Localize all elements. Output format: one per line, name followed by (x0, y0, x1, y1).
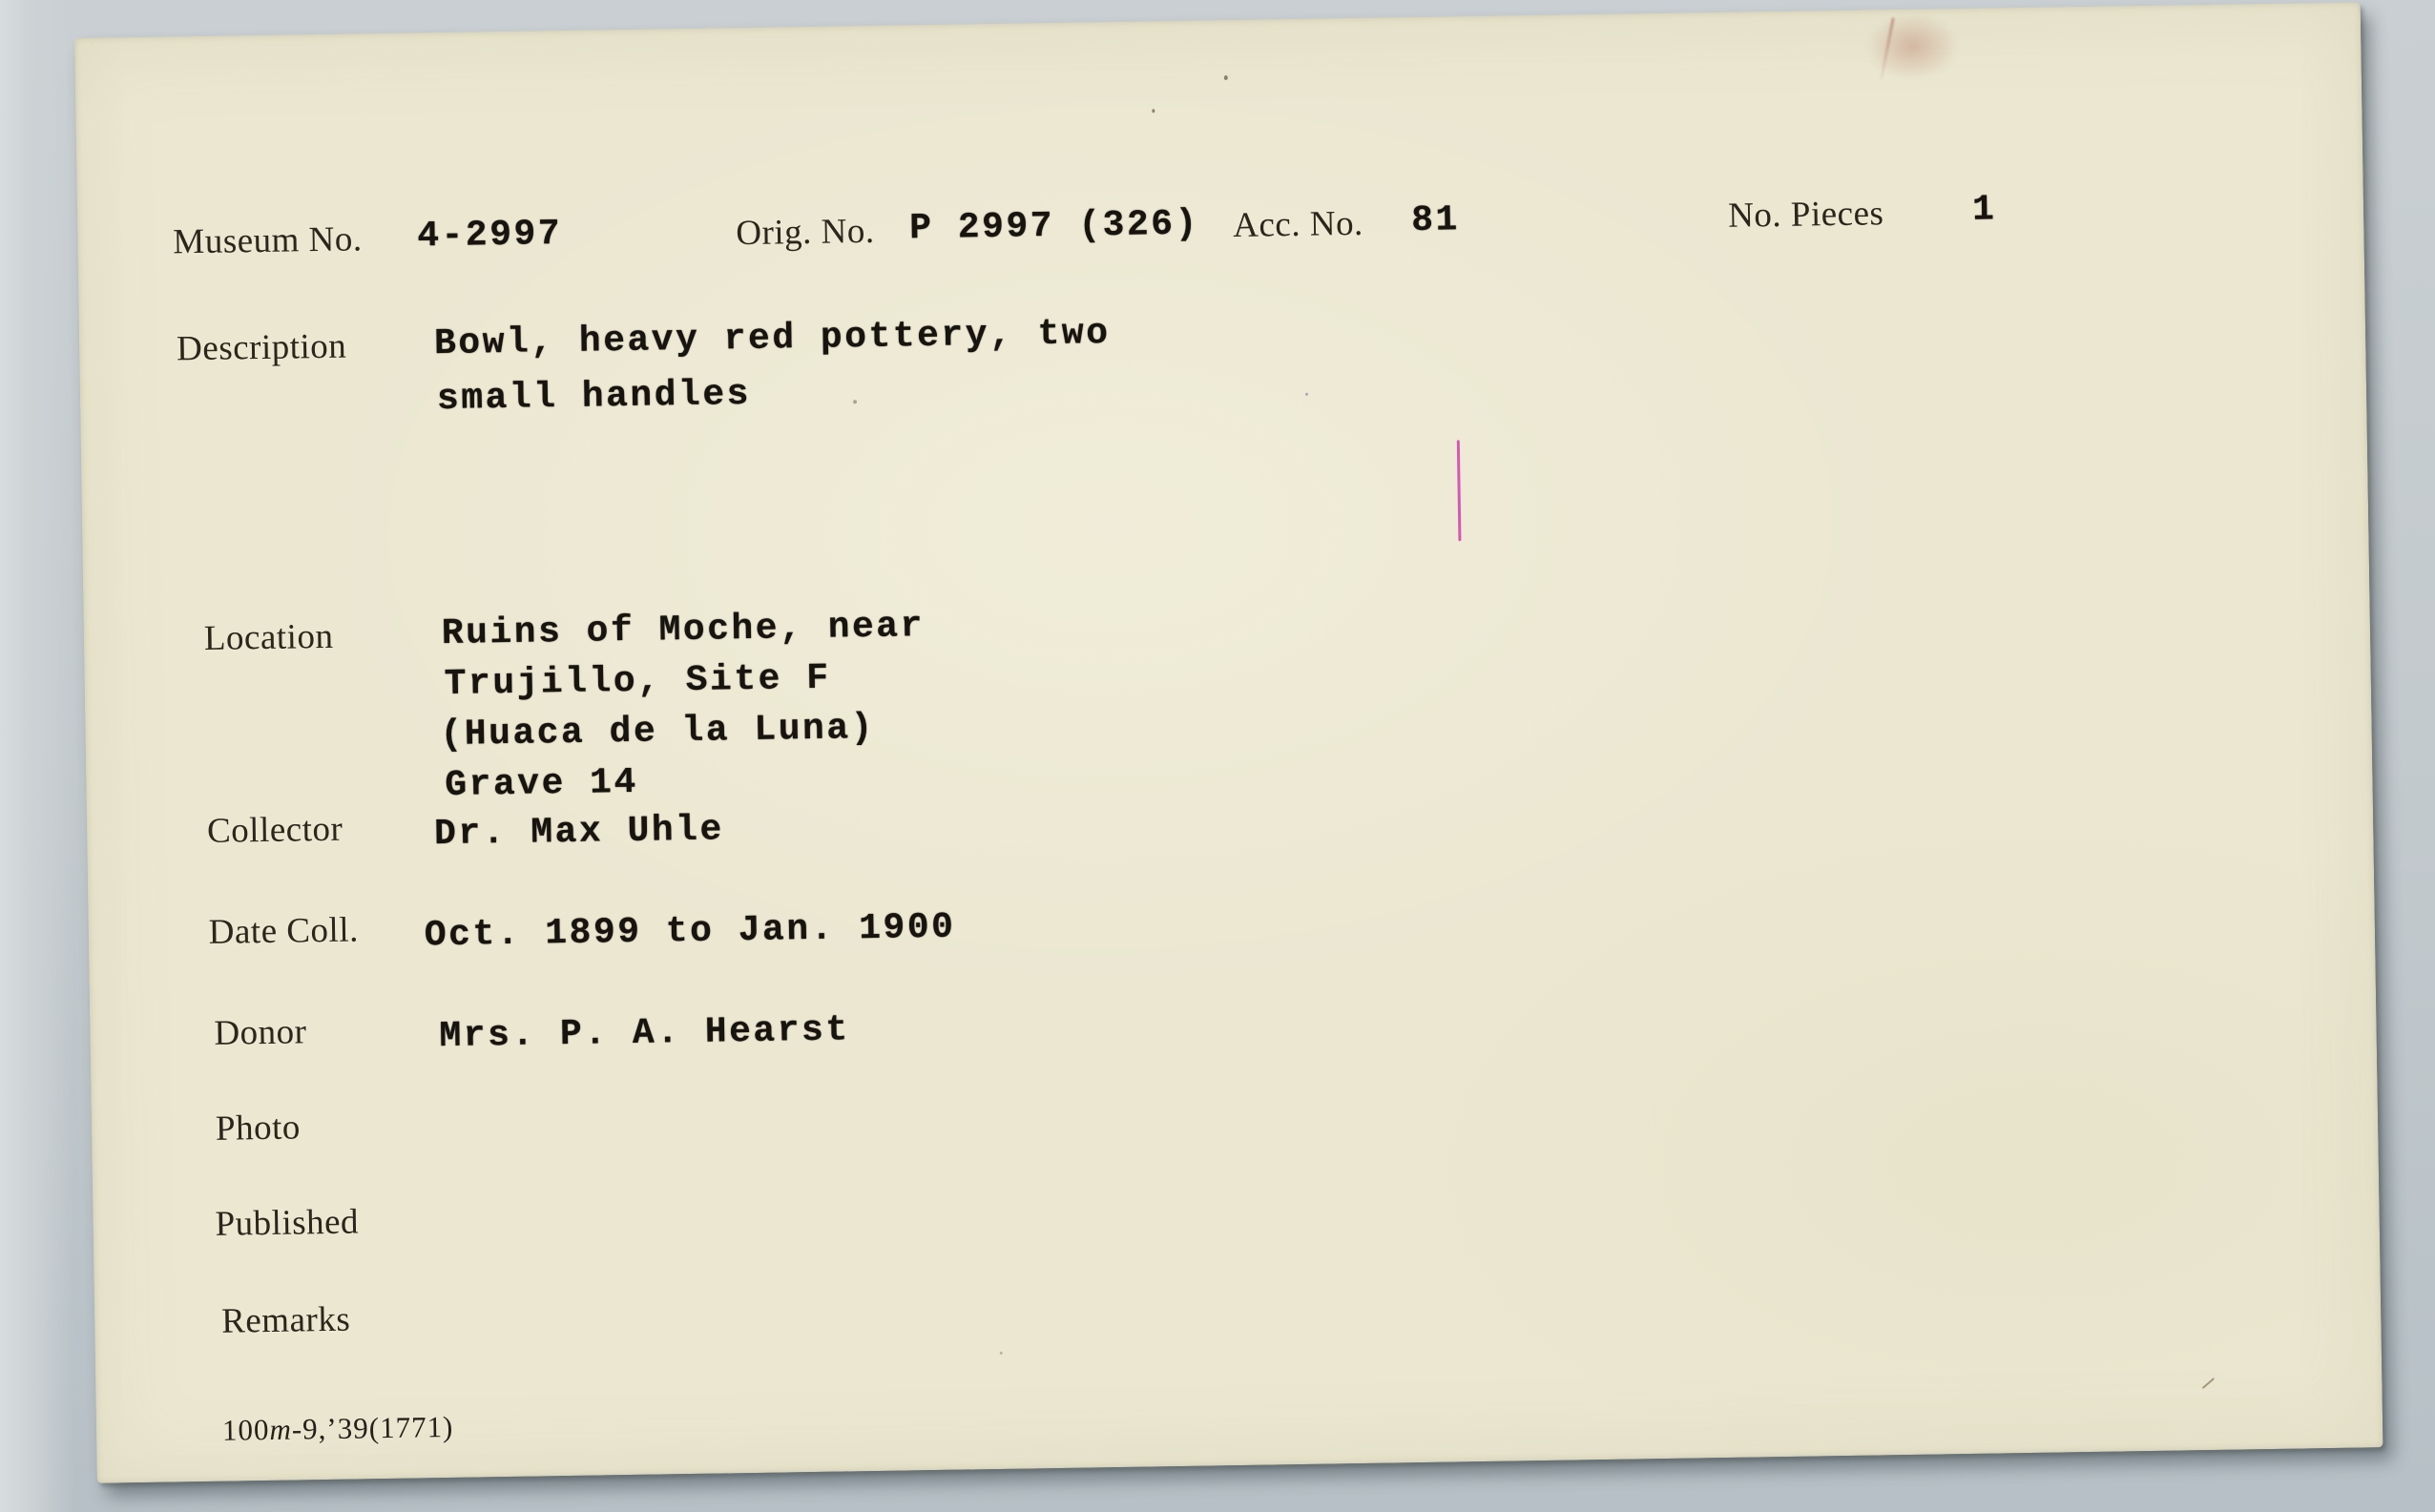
location-line-1: Ruins of Moche, near (441, 606, 926, 655)
orig-no-label: Orig. No. (735, 211, 875, 254)
museum-no-label: Museum No. (173, 219, 363, 262)
catalog-card (74, 2, 2383, 1482)
paper-speck (1305, 393, 1308, 396)
paper-speck (1000, 1352, 1003, 1355)
location-label: Location (203, 616, 334, 658)
paper-scratch (2202, 1377, 2215, 1389)
donor-label: Donor (214, 1012, 307, 1053)
donor-value: Mrs. P. A. Hearst (439, 1009, 850, 1058)
date-coll-value: Oct. 1899 to Jan. 1900 (424, 906, 956, 957)
paper-speck (1152, 109, 1155, 113)
no-pieces-label: No. Pieces (1727, 194, 1884, 236)
location-line-2: Trujillo, Site F (444, 657, 831, 705)
print-code-part2: m (269, 1412, 293, 1446)
published-label: Published (215, 1202, 360, 1244)
print-code (222, 1410, 454, 1448)
location-line-3: (Huaca de la Luna) (440, 707, 876, 756)
description-line-2: small handles (436, 373, 752, 421)
description-label: Description (176, 326, 347, 369)
print-code-part1: 100 (221, 1412, 270, 1447)
collector-label: Collector (206, 809, 343, 851)
photo-label: Photo (215, 1108, 302, 1149)
paper-speck (1224, 75, 1228, 80)
no-pieces-value: 1 (1971, 189, 1997, 231)
pink-scan-line-artifact (1457, 440, 1462, 541)
description-line-1: Bowl, heavy red pottery, two (433, 312, 1111, 365)
acc-no-value: 81 (1410, 199, 1461, 242)
remarks-label: Remarks (220, 1299, 351, 1341)
print-code-part3: -9,’39(1771) (291, 1409, 454, 1446)
museum-no-value: 4-2997 (416, 213, 563, 258)
date-coll-label: Date Coll. (208, 910, 360, 952)
orig-no-value: P 2997 (326) (908, 203, 1200, 250)
acc-no-label: Acc. No. (1232, 203, 1364, 245)
paper-speck (853, 400, 857, 404)
red-smudge-artifact (1845, 3, 1981, 100)
location-line-4: Grave 14 (445, 761, 639, 806)
collector-value: Dr. Max Uhle (433, 809, 725, 856)
